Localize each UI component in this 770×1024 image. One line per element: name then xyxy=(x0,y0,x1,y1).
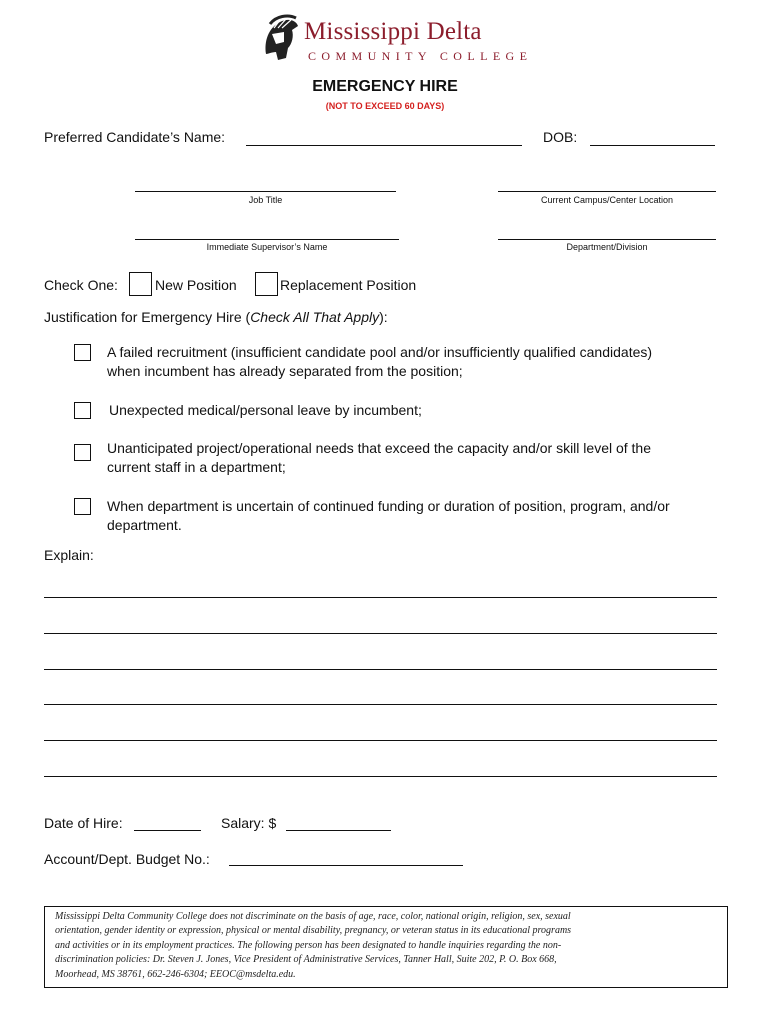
notice-line-4: discrimination policies: Dr. Steven J. Jones, Vice President of Administrative Services, Tanner Hall, Suite 202, P. O. Box 668, xyxy=(55,954,557,966)
justification-post: ): xyxy=(379,309,388,325)
notice-line-2: orientation, gender identity or expression, physical or mental disability, pregnancy, or veteran status in its educational programs xyxy=(55,925,572,937)
notice-line-3: and activities or in its employment practices. The following person has been designated to handle inquiries regarding the non- xyxy=(55,939,562,951)
justification-item-4-line2: department. xyxy=(107,517,182,533)
department-field[interactable] xyxy=(498,224,716,240)
check-one-label: Check One: xyxy=(44,277,118,293)
supervisor-name-label: Immediate Supervisor’s Name xyxy=(206,242,328,252)
justification-item-3-line1: Unanticipated project/operational needs that exceed the capacity and/or skill level of the xyxy=(107,440,652,456)
justification-emphasis: Check All That Apply xyxy=(250,309,380,325)
budget-number-label: Account/Dept. Budget No.: xyxy=(44,851,210,867)
budget-number-field[interactable] xyxy=(229,850,463,866)
justification-heading xyxy=(44,309,388,325)
justification-item-4-line1: When department is uncertain of continued funding or duration of position, program, and/or xyxy=(107,498,670,514)
justification-item-3-line2: current staff in a department; xyxy=(107,459,286,475)
justification-checkbox-2[interactable] xyxy=(74,402,91,419)
notice-line-5: Moorhead, MS 38761, 662-246-6304; EEOC@msdelta.edu. xyxy=(55,968,296,980)
justification-checkbox-3[interactable] xyxy=(74,444,91,461)
replacement-position-label: Replacement Position xyxy=(280,277,417,293)
replacement-position-checkbox[interactable] xyxy=(255,272,278,296)
explain-line-1[interactable] xyxy=(44,596,717,598)
explain-line-5[interactable] xyxy=(44,739,717,741)
justification-item-4 xyxy=(107,497,717,535)
candidate-name-field[interactable] xyxy=(246,130,522,146)
campus-location-label: Current Campus/Center Location xyxy=(540,195,674,205)
explain-line-3[interactable] xyxy=(44,668,717,670)
new-position-label: New Position xyxy=(155,277,237,293)
justification-item-1-line2: when incumbent has already separated from the position; xyxy=(107,363,463,379)
justification-checkbox-4[interactable] xyxy=(74,498,91,515)
department-label: Department/Division xyxy=(566,242,648,252)
dob-label: DOB: xyxy=(543,129,578,145)
job-title-label: Job Title xyxy=(248,195,283,205)
justification-item-1 xyxy=(107,343,717,381)
notice-line-1: Mississippi Delta Community College does not discriminate on the basis of age, race, color, national origin, religion, sex, sexual xyxy=(55,911,571,922)
date-of-hire-label: Date of Hire: xyxy=(44,815,123,831)
nondiscrimination-notice xyxy=(44,906,728,988)
justification-pre: Justification for Emergency Hire ( xyxy=(44,309,251,325)
spartan-helmet-icon xyxy=(258,14,302,64)
salary-label: Salary: $ xyxy=(221,815,277,831)
justification-item-2-line1: Unexpected medical/personal leave by incumbent; xyxy=(109,402,422,418)
dob-field[interactable] xyxy=(590,130,715,146)
candidate-name-label: Preferred Candidate’s Name: xyxy=(44,129,226,145)
justification-checkbox-1[interactable] xyxy=(74,344,91,361)
explain-line-2[interactable] xyxy=(44,632,717,634)
explain-line-4[interactable] xyxy=(44,703,717,705)
justification-item-1-line1: A failed recruitment (insufficient candidate pool and/or insufficiently qualified candidates) xyxy=(107,344,653,360)
job-title-field[interactable] xyxy=(135,176,396,192)
justification-item-2 xyxy=(109,401,719,420)
new-position-checkbox[interactable] xyxy=(129,272,152,296)
campus-location-field[interactable] xyxy=(498,176,716,192)
form-title: EMERGENCY HIRE xyxy=(312,78,458,95)
college-logo xyxy=(258,14,533,66)
form-subtitle: (NOT TO EXCEED 60 DAYS) xyxy=(325,101,445,111)
explain-label: Explain: xyxy=(44,547,94,563)
explain-line-6[interactable] xyxy=(44,775,717,777)
logo-name: Mississippi Delta xyxy=(304,18,482,45)
salary-field[interactable] xyxy=(286,815,391,831)
logo-subtitle: COMMUNITY COLLEGE xyxy=(308,49,533,63)
date-of-hire-field[interactable] xyxy=(134,815,201,831)
supervisor-name-field[interactable] xyxy=(135,224,399,240)
justification-item-3 xyxy=(107,439,717,477)
